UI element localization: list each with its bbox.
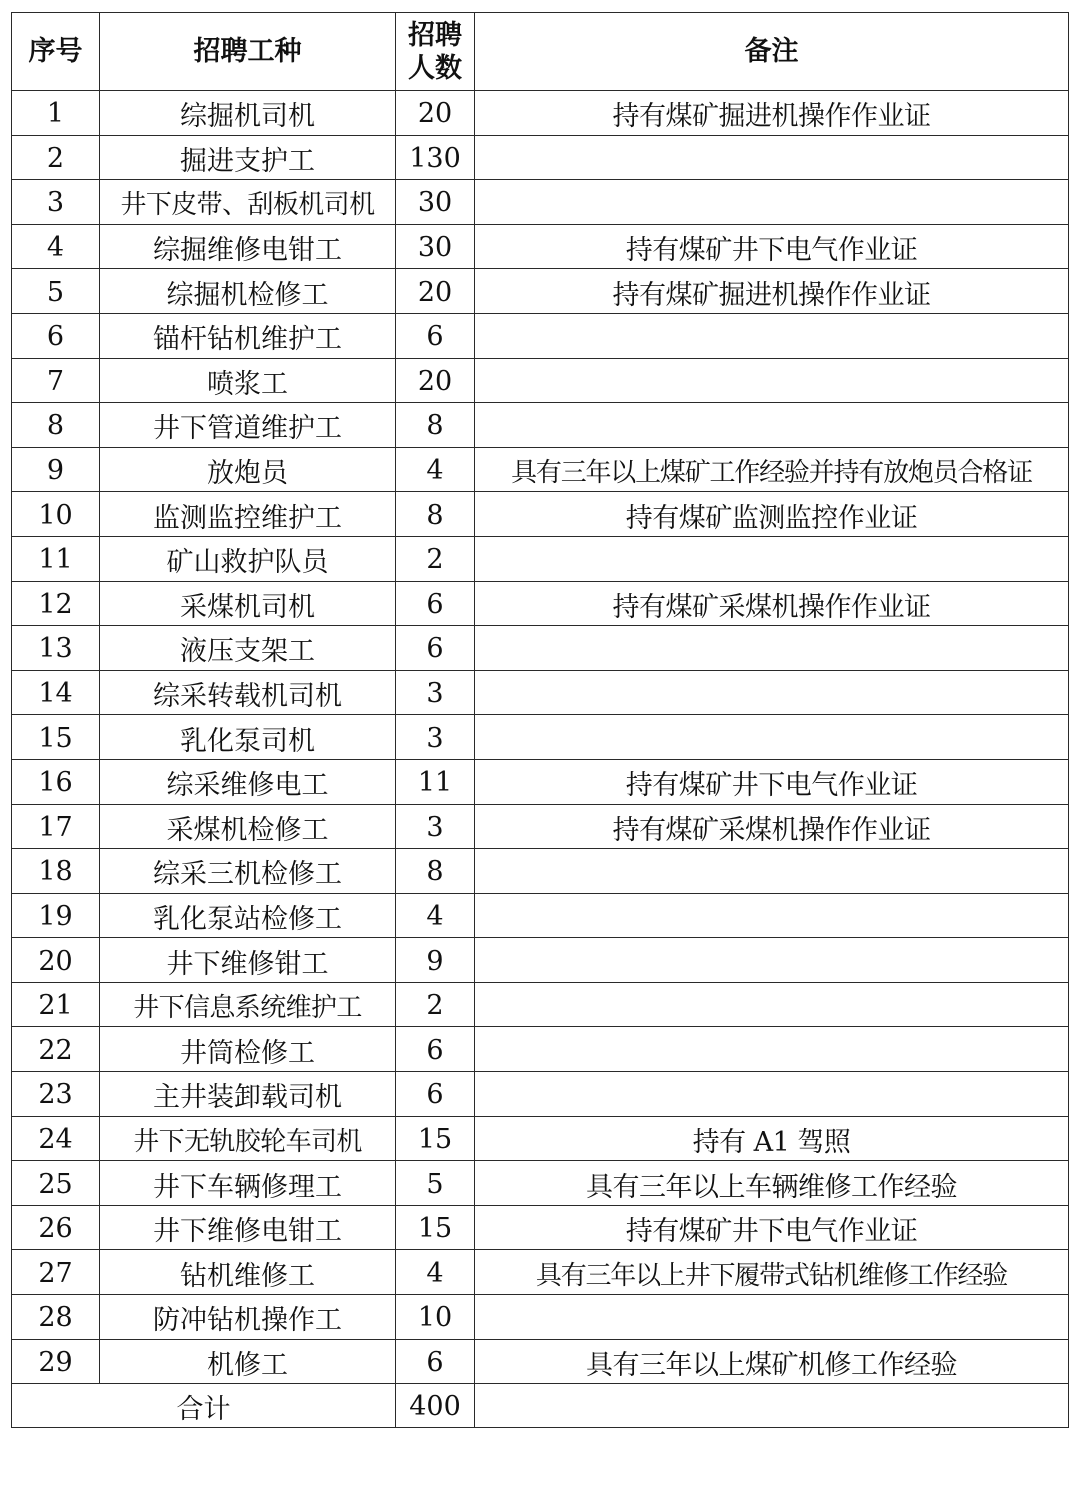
- row-count-cell: 11: [396, 759, 475, 804]
- table-row: [12, 849, 1069, 894]
- row-count-cell: 20: [396, 358, 475, 403]
- row-count-cell: 6: [396, 626, 475, 671]
- row-count-cell: 8: [396, 492, 475, 537]
- row-seq-cell: 26: [12, 1205, 100, 1250]
- row-count-cell: 15: [396, 1205, 475, 1250]
- row-seq-cell: 18: [12, 849, 100, 894]
- table-row: [12, 982, 1069, 1027]
- row-job-cell: 乳化泵司机: [100, 715, 396, 760]
- row-seq-cell: 19: [12, 893, 100, 938]
- row-count-cell: 6: [396, 1339, 475, 1384]
- row-note-cell: 具有三年以上车辆维修工作经验: [475, 1161, 1069, 1206]
- table-row: [12, 224, 1069, 269]
- table-row: [12, 1116, 1069, 1161]
- row-job-cell: 井筒检修工: [100, 1027, 396, 1072]
- row-count-cell: 4: [396, 447, 475, 492]
- row-seq-cell: 24: [12, 1116, 100, 1161]
- row-seq-cell: 22: [12, 1027, 100, 1072]
- row-note-cell: [475, 1027, 1069, 1072]
- table-row: [12, 1027, 1069, 1072]
- row-count-cell: 20: [396, 91, 475, 136]
- row-job-cell: 井下维修电钳工: [100, 1205, 396, 1250]
- row-seq-cell: 25: [12, 1161, 100, 1206]
- row-seq-cell: 11: [12, 536, 100, 581]
- table-row: [12, 1250, 1069, 1295]
- row-seq-cell: 5: [12, 269, 100, 314]
- row-seq-cell: 1: [12, 91, 100, 136]
- row-count-cell: 10: [396, 1295, 475, 1340]
- row-note-cell: 持有煤矿井下电气作业证: [475, 759, 1069, 804]
- row-count-cell: 20: [396, 269, 475, 314]
- row-seq-cell: 21: [12, 982, 100, 1027]
- row-job-cell: 综采转载机司机: [100, 670, 396, 715]
- row-job-cell: 掘进支护工: [100, 135, 396, 180]
- row-seq-cell: 3: [12, 180, 100, 225]
- row-seq-cell: 12: [12, 581, 100, 626]
- table-row: [12, 447, 1069, 492]
- row-count-cell: 130: [396, 135, 475, 180]
- table-row: [12, 135, 1069, 180]
- row-note-cell: 持有煤矿采煤机操作作业证: [475, 581, 1069, 626]
- row-note-cell: [475, 1072, 1069, 1117]
- total-label: 合计: [12, 1384, 396, 1428]
- row-count-cell: 2: [396, 982, 475, 1027]
- row-note-cell: 持有 A1 驾照: [475, 1116, 1069, 1161]
- row-job-cell: 放炮员: [100, 447, 396, 492]
- row-job-cell: 井下维修钳工: [100, 938, 396, 983]
- row-note-cell: [475, 893, 1069, 938]
- table-row: [12, 492, 1069, 537]
- header-count-line2: 人数: [408, 52, 462, 84]
- row-count-cell: 30: [396, 224, 475, 269]
- table-row: [12, 1295, 1069, 1340]
- row-count-cell: 9: [396, 938, 475, 983]
- row-job-cell: 防冲钻机操作工: [100, 1295, 396, 1340]
- row-count-cell: 6: [396, 1072, 475, 1117]
- row-seq-cell: 8: [12, 403, 100, 448]
- recruitment-table: [11, 12, 1069, 1428]
- row-seq-cell: 16: [12, 759, 100, 804]
- row-note-cell: [475, 313, 1069, 358]
- row-count-cell: 4: [396, 893, 475, 938]
- table-row: [12, 759, 1069, 804]
- header-job: 招聘工种: [100, 13, 396, 91]
- row-seq-cell: 2: [12, 135, 100, 180]
- header-count-line1: 招聘: [408, 19, 462, 51]
- row-job-cell: 综掘维修电钳工: [100, 224, 396, 269]
- row-note-cell: 持有煤矿井下电气作业证: [475, 224, 1069, 269]
- row-note-cell: [475, 1295, 1069, 1340]
- row-job-cell: 钻机维修工: [100, 1250, 396, 1295]
- table-row: [12, 1072, 1069, 1117]
- row-job-cell: 乳化泵站检修工: [100, 893, 396, 938]
- row-count-cell: 4: [396, 1250, 475, 1295]
- row-note-cell: [475, 938, 1069, 983]
- row-note-cell: 持有煤矿监测监控作业证: [475, 492, 1069, 537]
- table-row: [12, 1161, 1069, 1206]
- table-body: [12, 91, 1069, 1384]
- row-job-cell: 综采三机检修工: [100, 849, 396, 894]
- table-row: [12, 804, 1069, 849]
- table-row: [12, 358, 1069, 403]
- table-row: [12, 715, 1069, 760]
- row-job-cell: 井下管道维护工: [100, 403, 396, 448]
- table-row: [12, 1205, 1069, 1250]
- total-note: [475, 1384, 1069, 1428]
- row-job-cell: 主井装卸载司机: [100, 1072, 396, 1117]
- row-job-cell: 井下信息系统维护工: [100, 982, 396, 1027]
- total-count: 400: [396, 1384, 475, 1428]
- row-seq-cell: 29: [12, 1339, 100, 1384]
- table-row: [12, 403, 1069, 448]
- row-note-cell: [475, 670, 1069, 715]
- table-row: [12, 670, 1069, 715]
- header-row: [12, 13, 1069, 91]
- row-seq-cell: 28: [12, 1295, 100, 1340]
- row-job-cell: 井下无轨胶轮车司机: [100, 1116, 396, 1161]
- table-row: [12, 1339, 1069, 1384]
- row-seq-cell: 15: [12, 715, 100, 760]
- row-seq-cell: 7: [12, 358, 100, 403]
- row-seq-cell: 20: [12, 938, 100, 983]
- row-job-cell: 综掘机司机: [100, 91, 396, 136]
- table-row: [12, 180, 1069, 225]
- row-count-cell: 30: [396, 180, 475, 225]
- row-job-cell: 机修工: [100, 1339, 396, 1384]
- row-count-cell: 5: [396, 1161, 475, 1206]
- row-count-cell: 6: [396, 313, 475, 358]
- table-row: [12, 893, 1069, 938]
- row-job-cell: 井下车辆修理工: [100, 1161, 396, 1206]
- row-note-cell: 具有三年以上煤矿工作经验并持有放炮员合格证: [475, 447, 1069, 492]
- table-row: [12, 581, 1069, 626]
- row-count-cell: 3: [396, 804, 475, 849]
- row-note-cell: [475, 180, 1069, 225]
- row-job-cell: 采煤机司机: [100, 581, 396, 626]
- row-seq-cell: 13: [12, 626, 100, 671]
- table-row: [12, 313, 1069, 358]
- row-note-cell: [475, 982, 1069, 1027]
- row-count-cell: 6: [396, 1027, 475, 1072]
- row-seq-cell: 10: [12, 492, 100, 537]
- row-seq-cell: 27: [12, 1250, 100, 1295]
- row-job-cell: 喷浆工: [100, 358, 396, 403]
- row-job-cell: 综掘机检修工: [100, 269, 396, 314]
- row-count-cell: 6: [396, 581, 475, 626]
- header-count: [396, 13, 475, 91]
- row-seq-cell: 4: [12, 224, 100, 269]
- total-row: [12, 1384, 1069, 1428]
- row-job-cell: 矿山救护队员: [100, 536, 396, 581]
- row-count-cell: 8: [396, 403, 475, 448]
- row-note-cell: [475, 715, 1069, 760]
- row-job-cell: 液压支架工: [100, 626, 396, 671]
- row-note-cell: [475, 403, 1069, 448]
- row-note-cell: 持有煤矿掘进机操作作业证: [475, 91, 1069, 136]
- table-row: [12, 269, 1069, 314]
- row-note-cell: 具有三年以上煤矿机修工作经验: [475, 1339, 1069, 1384]
- row-job-cell: 井下皮带、刮板机司机: [100, 180, 396, 225]
- row-note-cell: [475, 536, 1069, 581]
- header-note: 备注: [475, 13, 1069, 91]
- row-job-cell: 锚杆钻机维护工: [100, 313, 396, 358]
- row-note-cell: 持有煤矿采煤机操作作业证: [475, 804, 1069, 849]
- row-job-cell: 综采维修电工: [100, 759, 396, 804]
- row-seq-cell: 9: [12, 447, 100, 492]
- row-job-cell: 采煤机检修工: [100, 804, 396, 849]
- row-count-cell: 3: [396, 670, 475, 715]
- header-seq: 序号: [12, 13, 100, 91]
- row-seq-cell: 14: [12, 670, 100, 715]
- row-seq-cell: 23: [12, 1072, 100, 1117]
- row-count-cell: 3: [396, 715, 475, 760]
- row-note-cell: 具有三年以上井下履带式钻机维修工作经验: [475, 1250, 1069, 1295]
- table-row: [12, 91, 1069, 136]
- row-note-cell: 持有煤矿井下电气作业证: [475, 1205, 1069, 1250]
- table-row: [12, 626, 1069, 671]
- row-note-cell: [475, 135, 1069, 180]
- row-job-cell: 监测监控维护工: [100, 492, 396, 537]
- row-note-cell: [475, 626, 1069, 671]
- table-row: [12, 938, 1069, 983]
- table-row: [12, 536, 1069, 581]
- row-note-cell: 持有煤矿掘进机操作作业证: [475, 269, 1069, 314]
- row-count-cell: 8: [396, 849, 475, 894]
- row-note-cell: [475, 358, 1069, 403]
- row-count-cell: 2: [396, 536, 475, 581]
- row-seq-cell: 17: [12, 804, 100, 849]
- row-count-cell: 15: [396, 1116, 475, 1161]
- row-seq-cell: 6: [12, 313, 100, 358]
- row-note-cell: [475, 849, 1069, 894]
